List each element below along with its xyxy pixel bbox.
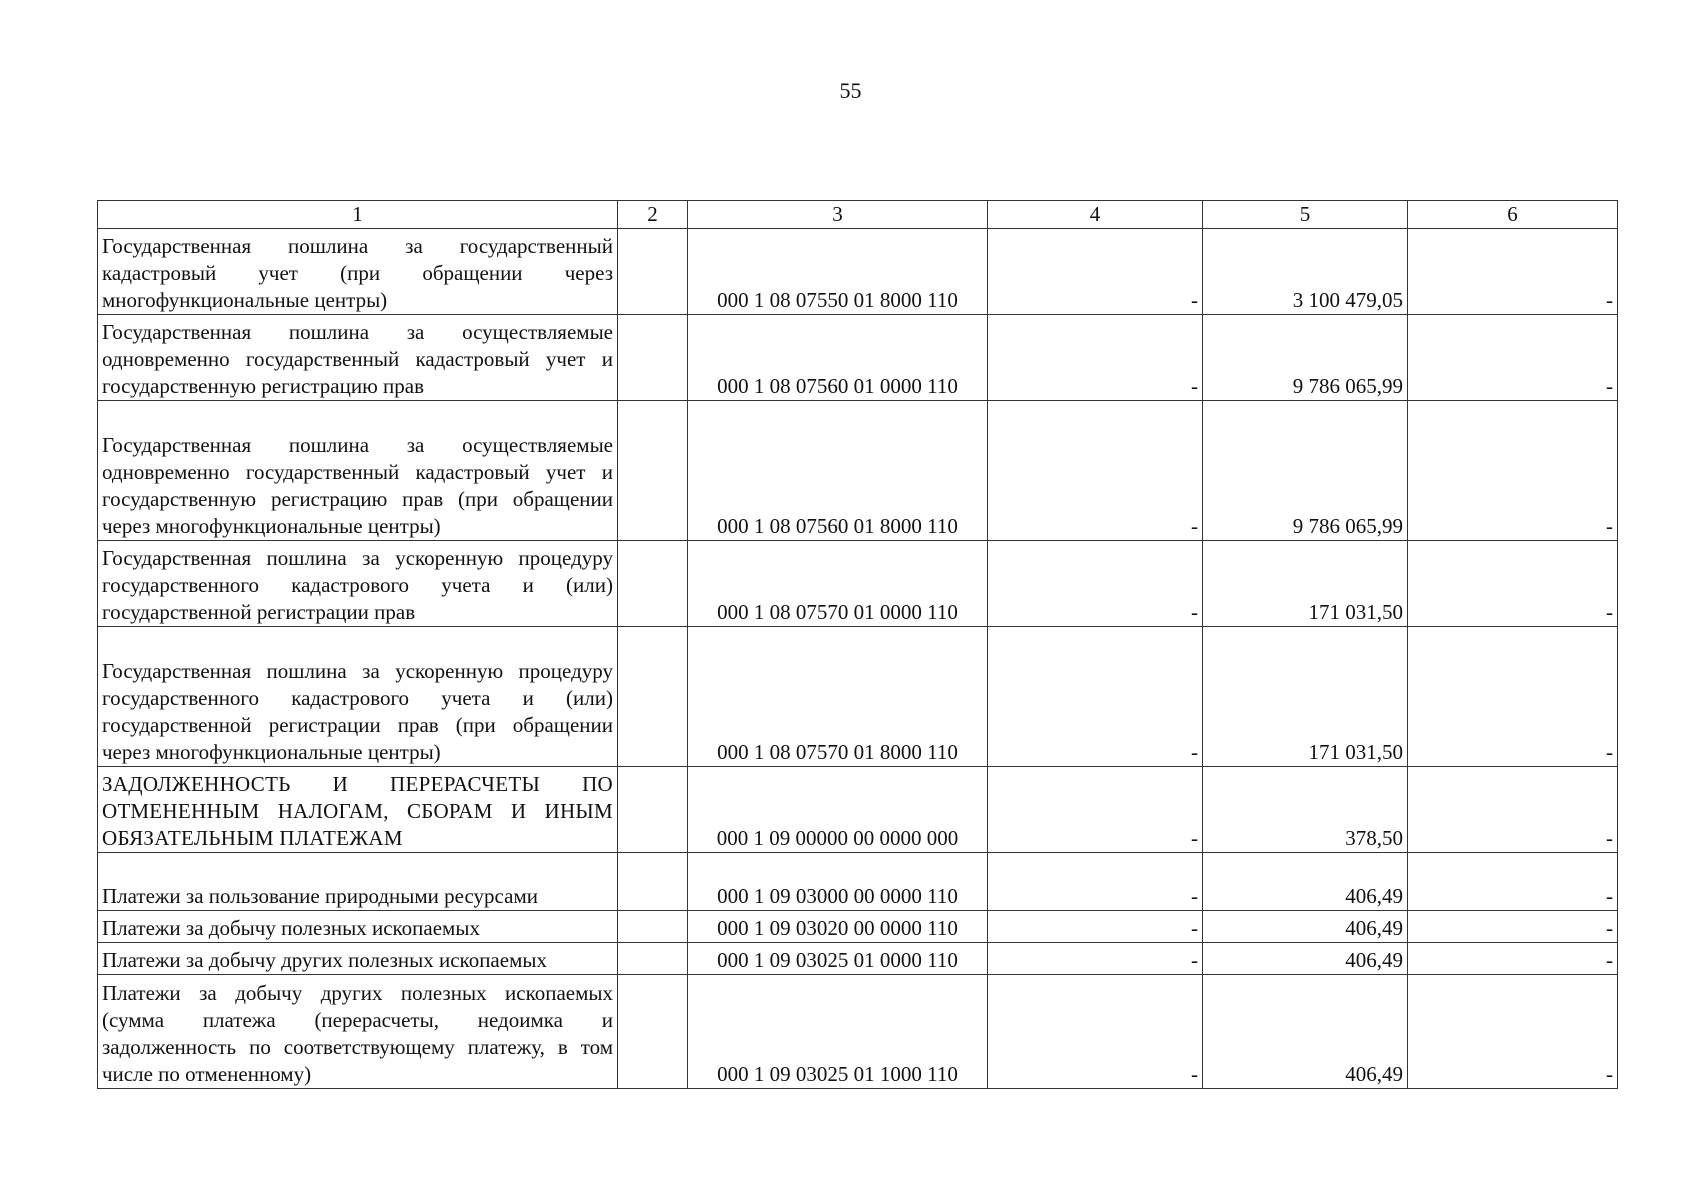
row-value-6: -: [1408, 853, 1618, 911]
row-name: Платежи за добычу других полезных ископаемых: [98, 943, 618, 975]
row-value-5: 406,49: [1203, 975, 1408, 1089]
row-value-4: -: [988, 943, 1203, 975]
revenue-table: [97, 200, 1618, 1089]
row-code: 000 1 09 00000 00 0000 000: [688, 767, 988, 853]
row-value-6: -: [1408, 315, 1618, 401]
row-col2: [618, 541, 688, 627]
column-number-1: 1: [98, 201, 618, 229]
row-value-5: 171 031,50: [1203, 541, 1408, 627]
column-number-row: [98, 201, 1618, 229]
row-col2: [618, 975, 688, 1089]
row-value-4: -: [988, 401, 1203, 541]
row-value-5: 406,49: [1203, 853, 1408, 911]
row-value-5: 406,49: [1203, 911, 1408, 943]
row-value-6: -: [1408, 541, 1618, 627]
row-value-6: -: [1408, 229, 1618, 315]
table-row: [98, 911, 1618, 943]
row-name: Платежи за добычу других полезных ископаемых (сумма платежа (перерасчеты, недоимка и задолженность по соответствующему платежу, в том числе по отмененному): [98, 975, 618, 1089]
row-value-5: 171 031,50: [1203, 627, 1408, 767]
row-col2: [618, 315, 688, 401]
row-col2: [618, 911, 688, 943]
row-value-6: -: [1408, 767, 1618, 853]
row-value-5: 3 100 479,05: [1203, 229, 1408, 315]
table-row: [98, 229, 1618, 315]
row-code: 000 1 08 07570 01 0000 110: [688, 541, 988, 627]
row-value-4: -: [988, 767, 1203, 853]
table-row: [98, 853, 1618, 911]
table-row: [98, 943, 1618, 975]
row-name: Государственная пошлина за ускоренную процедуру государственного кадастрового учета и (или) государственной регистрации прав: [98, 541, 618, 627]
column-number-3: 3: [688, 201, 988, 229]
table-row: [98, 767, 1618, 853]
row-code: 000 1 08 07550 01 8000 110: [688, 229, 988, 315]
row-code: 000 1 08 07560 01 8000 110: [688, 401, 988, 541]
row-value-6: -: [1408, 401, 1618, 541]
column-number-5: 5: [1203, 201, 1408, 229]
row-col2: [618, 627, 688, 767]
row-value-4: -: [988, 627, 1203, 767]
table-row: [98, 401, 1618, 541]
row-name: Платежи за пользование природными ресурсами: [98, 853, 618, 911]
row-value-4: -: [988, 975, 1203, 1089]
row-col2: [618, 853, 688, 911]
table-row: [98, 315, 1618, 401]
column-number-6: 6: [1408, 201, 1618, 229]
row-value-5: 9 786 065,99: [1203, 401, 1408, 541]
row-value-5: 9 786 065,99: [1203, 315, 1408, 401]
row-name: Государственная пошлина за государственный кадастровый учет (при обращении через многофункциональные центры): [98, 229, 618, 315]
row-value-4: -: [988, 911, 1203, 943]
column-number-4: 4: [988, 201, 1203, 229]
row-col2: [618, 943, 688, 975]
row-name: Государственная пошлина за ускоренную процедуру государственного кадастрового учета и (или) государственной регистрации прав (при обращении через многофункциональные центры): [98, 627, 618, 767]
table-row: [98, 541, 1618, 627]
row-value-4: -: [988, 853, 1203, 911]
row-code: 000 1 09 03025 01 1000 110: [688, 975, 988, 1089]
row-value-4: -: [988, 541, 1203, 627]
row-col2: [618, 401, 688, 541]
row-code: 000 1 09 03000 00 0000 110: [688, 853, 988, 911]
row-value-4: -: [988, 315, 1203, 401]
row-code: 000 1 08 07560 01 0000 110: [688, 315, 988, 401]
row-value-5: 406,49: [1203, 943, 1408, 975]
row-value-6: -: [1408, 911, 1618, 943]
table-row: [98, 975, 1618, 1089]
row-value-4: -: [988, 229, 1203, 315]
table-row: [98, 627, 1618, 767]
row-col2: [618, 229, 688, 315]
row-col2: [618, 767, 688, 853]
row-value-6: -: [1408, 943, 1618, 975]
row-name: Платежи за добычу полезных ископаемых: [98, 911, 618, 943]
row-value-6: -: [1408, 975, 1618, 1089]
row-value-6: -: [1408, 627, 1618, 767]
page-number: 55: [839, 78, 862, 103]
row-name: Государственная пошлина за осуществляемые одновременно государственный кадастровый учет и государственную регистрацию прав (при обращении через многофункциональные центры): [98, 401, 618, 541]
row-name: ЗАДОЛЖЕННОСТЬ И ПЕРЕРАСЧЕТЫ ПО ОТМЕНЕННЫМ НАЛОГАМ, СБОРАМ И ИНЫМ ОБЯЗАТЕЛЬНЫМ ПЛАТЕЖАМ: [98, 767, 618, 853]
row-value-5: 378,50: [1203, 767, 1408, 853]
row-code: 000 1 09 03025 01 0000 110: [688, 943, 988, 975]
row-code: 000 1 08 07570 01 8000 110: [688, 627, 988, 767]
row-code: 000 1 09 03020 00 0000 110: [688, 911, 988, 943]
column-number-2: 2: [618, 201, 688, 229]
row-name: Государственная пошлина за осуществляемые одновременно государственный кадастровый учет и государственную регистрацию прав: [98, 315, 618, 401]
